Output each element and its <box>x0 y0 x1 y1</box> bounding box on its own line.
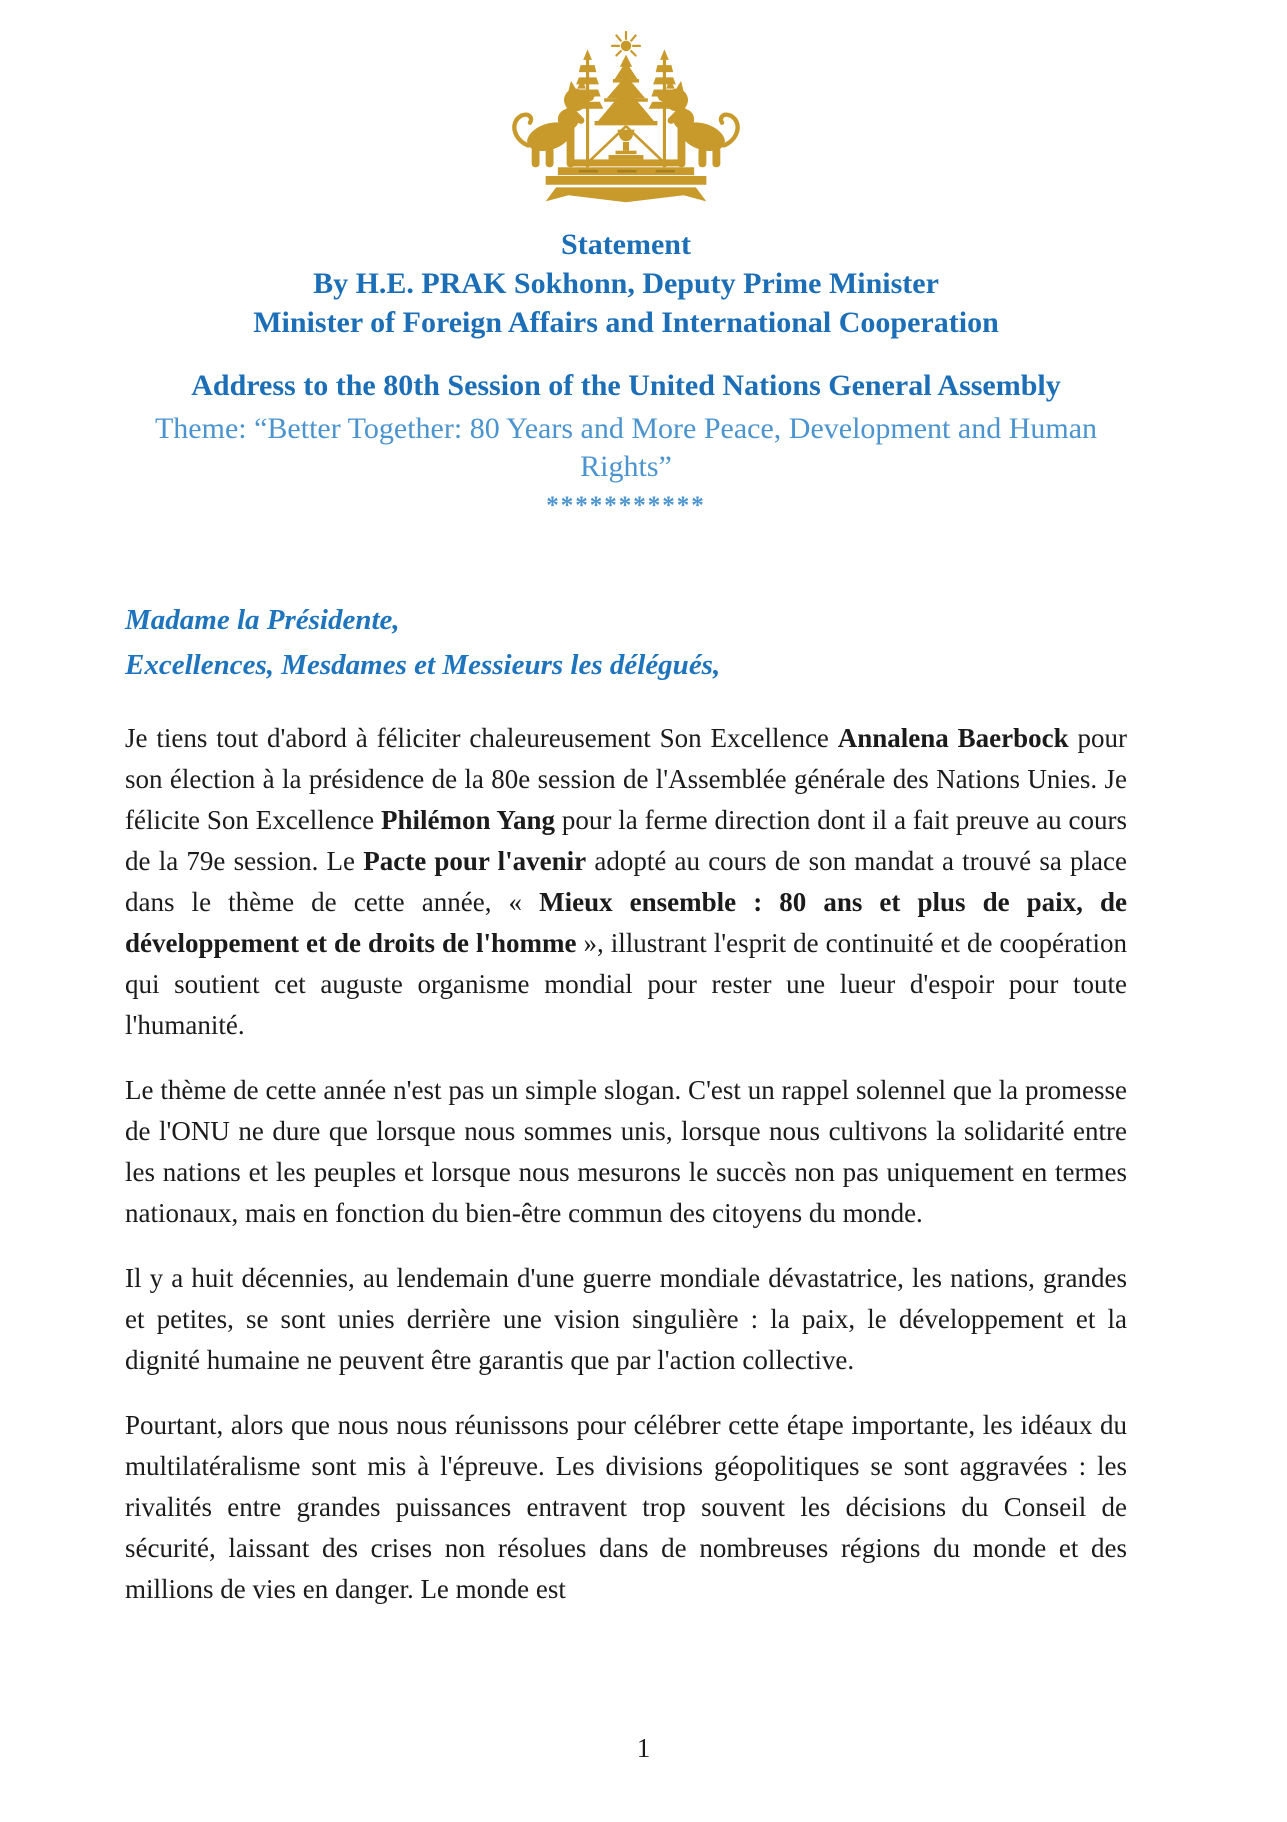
address-block <box>125 367 1127 518</box>
salutation <box>125 598 1127 688</box>
sunburst-icon <box>612 32 640 56</box>
royal-arms-of-cambodia-emblem <box>495 30 757 205</box>
speech-body <box>125 718 1127 1610</box>
speaker-title-line: Minister of Foreign Affairs and International Cooperation <box>253 306 999 339</box>
paragraph: Il y a huit décennies, au lendemain d'une guerre mondiale dévastatrice, les nations, grandes et petites, se sont unies derrière une vision singulière : la paix, le développement et la dignité humaine ne peuvent être garantis que par l'action collective. <box>125 1263 1127 1375</box>
page-number: 1 <box>636 1733 651 1763</box>
pedestal-inscription <box>579 170 675 173</box>
royal-crown-icon <box>595 55 658 126</box>
speaker-line: By H.E. PRAK Sokhonn, Deputy Prime Minister <box>313 267 939 300</box>
salutation-line: Excellences, Mesdames et Messieurs les délégués, <box>125 649 721 681</box>
title-block <box>125 225 1127 342</box>
address-line: Address to the 80th Session of the United Nations General Assembly <box>191 369 1061 402</box>
vessel-icon <box>609 130 644 160</box>
paragraph: Je tiens tout d'abord à féliciter chaleureusement Son Excellence Annalena Baerbock pour son élection à la présidence de la 80e session de l'Assemblée générale des Nations Unies. Je félicite Son Excellence Philémon Yang pour la ferme direction dont il a fait preuve au cours de la 79e session. Le Pacte pour l'avenir adopté au cours de son mandat a trouvé sa place dans le thème de cette année, « Mieux ensemble : 80 ans et plus de paix, de développement et de droits de l'homme », illustrant l'esprit de continuité et de coopération qui soutient cet auguste organisme mondial pour rester une lueur d'espoir pour toute l'humanité. <box>125 723 1128 1040</box>
theme-line: Theme: “Better Together: 80 Years and More Peace, Development and Human Rights” <box>154 412 1098 483</box>
paragraph: Le thème de cette année n'est pas un simple slogan. C'est un rappel solennel que la promesse de l'ONU ne dure que lorsque nous sommes unis, lorsque nous cultivons la solidarité entre les nations et les peuples et lorsque nous mesurons le succès non pas uniquement en termes nationaux, mais en fonction du bien-être commun des citoyens du monde. <box>125 1075 1127 1228</box>
document-title: Statement <box>561 228 691 261</box>
asterisk-divider: *********** <box>546 492 706 519</box>
paragraph: Pourtant, alors que nous nous réunissons pour célébrer cette étape importante, les idéaux du multilatéralisme sont mis à l'épreuve. Les divisions géopolitiques se sont aggravées : les rivalités entre grandes puissances entravent trop souvent les décisions du Conseil de sécurité, laissant des crises non résolues dans de nombreuses régions du monde et des millions de vies en danger. Le monde est <box>125 1410 1127 1604</box>
salutation-line: Madame la Présidente, <box>125 604 400 636</box>
